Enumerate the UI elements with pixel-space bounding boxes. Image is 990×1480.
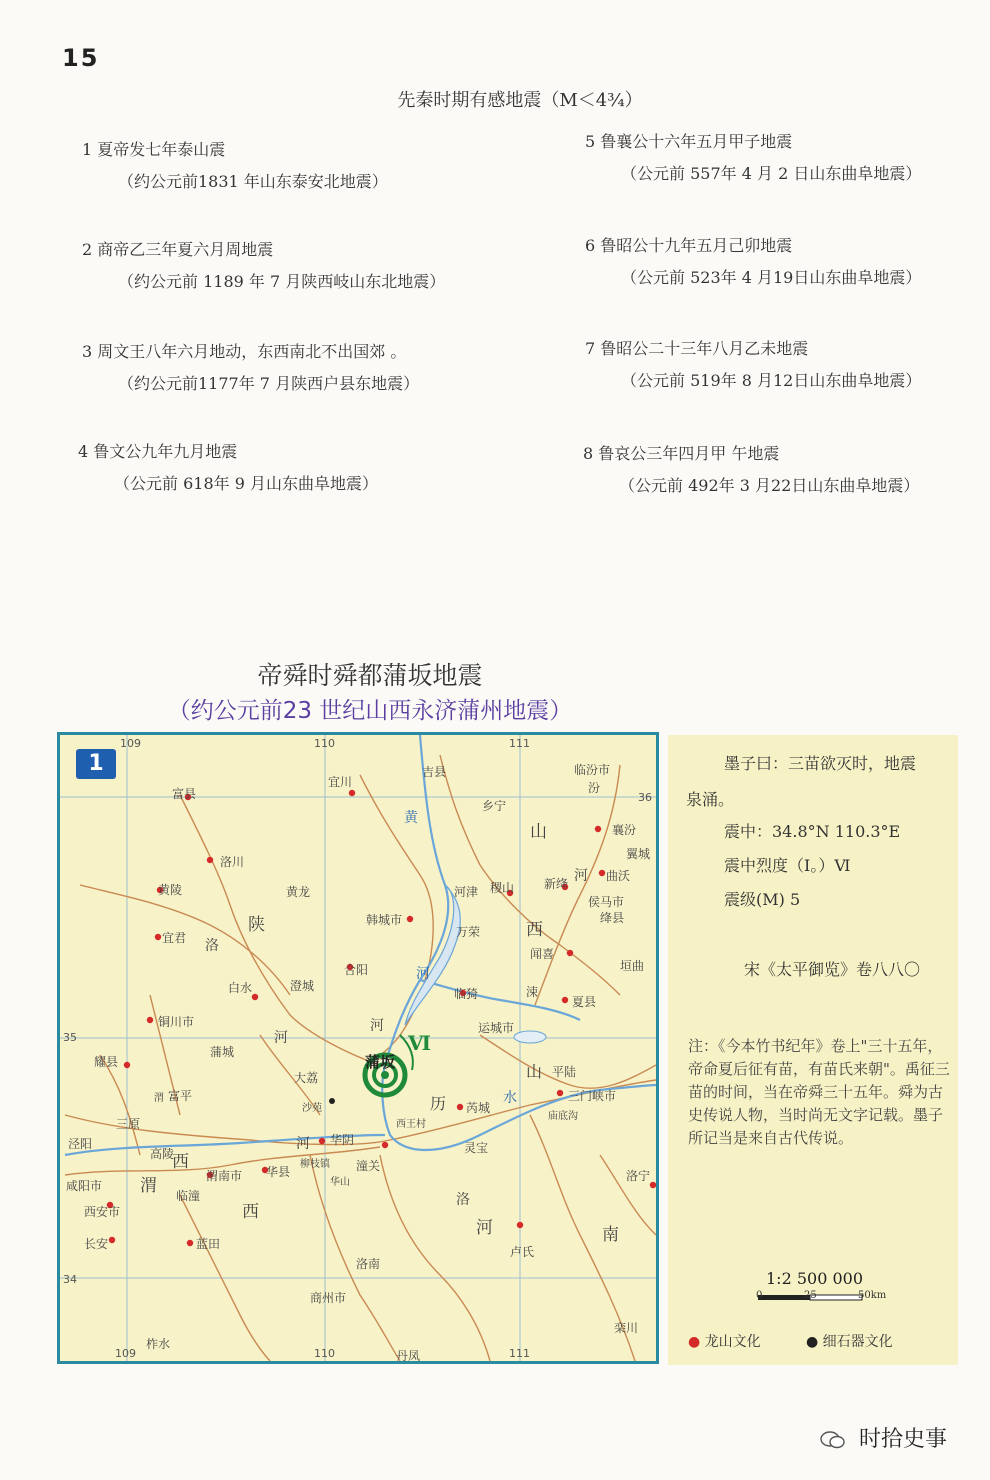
list-item [82, 344, 419, 392]
place-label: 稷山 [490, 881, 515, 895]
place-label: 西安市 [84, 1205, 121, 1219]
earthquake-date: （公元前 523年 4 月19日山东曲阜地震） [621, 268, 922, 287]
place-label: 澄城 [290, 979, 315, 993]
earthquake-name: 3 周文王八年六月地动，东西南北不出国郊 。 [82, 342, 407, 361]
grid-label-lon: 111 [509, 737, 530, 750]
magnitude: 震级(M) 5 [724, 890, 801, 909]
place-label: 乡宁 [482, 799, 507, 813]
epicenter-label: 蒲坂 [365, 1053, 396, 1071]
place-label: 侯马市 [588, 895, 625, 909]
place-label: 华山 [330, 1177, 350, 1188]
river-label: 黄 [404, 810, 418, 826]
region-label: 西 [242, 1202, 259, 1222]
scale-tick: 50km [858, 1290, 887, 1301]
place-label: 卢氏 [510, 1245, 535, 1259]
earthquake-date: （公元前 519年 8 月12日山东曲阜地震） [621, 371, 922, 390]
salt-lake [514, 1031, 546, 1043]
earthquake-name: 5 鲁襄公十六年五月甲子地震 [585, 132, 793, 151]
river-label: 汾 [588, 781, 601, 795]
list-title: 先秦时期有感地震（M＜4¾） [397, 90, 643, 111]
region-label: 西 [172, 1152, 189, 1172]
scale-tick: 0 [756, 1290, 763, 1301]
place-label: 富平 [168, 1089, 193, 1103]
region-label: 渭 [140, 1176, 157, 1196]
mountain-label: 山 [526, 1062, 543, 1081]
region-label: 河 [476, 1218, 493, 1238]
legend-label: 细石器文化 [822, 1334, 893, 1350]
list-item [585, 238, 921, 286]
river-channel [405, 885, 460, 1025]
place-label: 夏县 [572, 995, 597, 1009]
watermark-text: 时拾史事 [859, 1427, 948, 1452]
microlithic-site-marker [329, 1098, 335, 1104]
quote-line: 墨子曰：三苗欲灭时，地震 [724, 754, 917, 773]
place-label: 曲沃 [606, 869, 631, 883]
river-label: 洛 [456, 1192, 470, 1208]
river-label: 河 [274, 1030, 288, 1046]
grid-label-lon: 109 [115, 1347, 136, 1360]
place-label: 三原 [116, 1117, 141, 1131]
place-label: 临猗 [454, 987, 479, 1001]
place-label: 铜川市 [158, 1015, 195, 1029]
place-label: 平陆 [552, 1065, 577, 1079]
place-label: 合阳 [344, 963, 369, 977]
earthquake-date: （公元前 557年 4 月 2 日山东曲阜地震） [621, 164, 922, 183]
earthquake-name: 2 商帝乙三年夏六月周地震 [82, 240, 274, 259]
watermark [820, 1422, 947, 1453]
river-label: 涑 [526, 985, 539, 999]
place-label: 蓝田 [196, 1237, 221, 1251]
earthquake-name: 1 夏帝发七年泰山震 [82, 140, 226, 159]
place-label: 翼城 [626, 847, 651, 861]
region-label: 西 [526, 920, 543, 940]
earthquake-date: （约公元前 1189 年 7 月陕西岐山东北地震） [118, 272, 446, 291]
place-label: 长安 [84, 1237, 109, 1251]
grid-label-lon: 110 [314, 737, 335, 750]
place-label: 绛县 [600, 911, 625, 925]
region-label: 陕 [248, 915, 265, 935]
grid-label-lon: 110 [314, 1347, 335, 1360]
list-item [82, 142, 388, 190]
place-label: 闻喜 [530, 947, 555, 961]
river-label: 河 [416, 966, 430, 982]
place-label: 泾阳 [68, 1137, 93, 1151]
river-label: 洛 [205, 938, 219, 954]
place-label: 黄龙 [286, 885, 311, 899]
grid-label-lon: 109 [120, 737, 141, 750]
place-label: 华县 [266, 1165, 291, 1179]
list-item [78, 444, 378, 492]
place-label: 丹凤 [396, 1349, 421, 1363]
place-label: 商州市 [310, 1291, 347, 1305]
map-number-badge: 1 [76, 749, 116, 779]
river-label: 河 [370, 1018, 384, 1034]
river-label: 河 [574, 868, 588, 884]
place-label: 华阴 [330, 1133, 355, 1147]
place-label: 栾川 [614, 1321, 639, 1335]
place-label: 宜川 [328, 775, 353, 789]
place-label: 西王村 [396, 1119, 426, 1130]
place-label: 渭南市 [206, 1169, 243, 1183]
place-label: 垣曲 [620, 959, 645, 973]
place-label: 庙底沟 [548, 1111, 578, 1122]
mountain-label: 历 [430, 1094, 447, 1113]
place-label: 临潼 [176, 1189, 201, 1203]
epicenter-coords: 震中：34.8°N 110.3°E [724, 822, 901, 841]
river-label: 水 [503, 1090, 517, 1106]
place-label: 洛宁 [626, 1169, 651, 1183]
wechat-icon [820, 1430, 846, 1450]
place-label: 黄陵 [158, 883, 183, 897]
epicenter-intensity: 震中烈度（I。）Ⅵ [724, 856, 851, 875]
place-label: 富县 [172, 787, 197, 801]
page-number: 15 [62, 44, 100, 72]
region-label: 山 [530, 822, 547, 842]
place-label: 韩城市 [366, 913, 403, 927]
region-label: 南 [602, 1225, 619, 1245]
place-label: 咸阳市 [66, 1179, 103, 1193]
earthquake-date: （约公元前1177年 7 月陕西户县东地震） [118, 374, 420, 393]
place-label: 柳枝镇 [300, 1159, 330, 1170]
earthquake-name: 8 鲁哀公三年四月甲 午地震 [583, 444, 780, 463]
place-label: 潼关 [356, 1159, 381, 1173]
place-label: 万荣 [456, 925, 481, 939]
place-label: 大荔 [294, 1071, 319, 1085]
grid-label-lat: 36 [638, 791, 652, 804]
scale-ratio: 1:2 500 000 [766, 1269, 863, 1288]
scale-tick: 25 [804, 1290, 817, 1301]
list-item [583, 446, 919, 494]
earthquake-name: 4 鲁文公九年九月地震 [78, 442, 238, 461]
place-label: 洛川 [220, 855, 245, 869]
map-title: 帝舜时舜都蒲坂地震 [257, 661, 483, 690]
place-label: 高陵 [150, 1147, 175, 1161]
place-label: 临汾市 [574, 763, 611, 777]
earthquake-date: （约公元前1831 年山东泰安北地震） [118, 172, 388, 191]
place-label: 芮城 [466, 1101, 491, 1115]
place-label: 沙苑 [302, 1103, 322, 1114]
place-label: 柞水 [146, 1337, 171, 1351]
list-item [585, 134, 921, 182]
map-info-panel [668, 735, 958, 1365]
map-subtitle: （约公元前23 世纪山西永济蒲州地震） [167, 698, 573, 724]
place-label: 运城市 [478, 1021, 515, 1035]
place-label: 洛南 [356, 1257, 381, 1271]
legend-label: 龙山文化 [704, 1334, 761, 1350]
place-label: 白水 [228, 981, 253, 995]
place-label: 新绛 [544, 877, 569, 891]
grid-label-lat: 35 [63, 1031, 77, 1044]
place-label: 灵宝 [464, 1141, 489, 1155]
legend-item [806, 1331, 893, 1351]
grid-label-lon: 111 [509, 1347, 530, 1360]
earthquake-date: （公元前 492年 3 月22日山东曲阜地震） [619, 476, 920, 495]
place-label: 吉县 [422, 765, 447, 779]
place-label: 蒲城 [210, 1045, 235, 1059]
earthquake-name: 7 鲁昭公二十三年八月乙未地震 [585, 339, 809, 358]
quote-line: 泉涌。 [686, 790, 735, 809]
earthquake-name: 6 鲁昭公十九年五月己卯地震 [585, 236, 793, 255]
intensity-label: Ⅵ [408, 1031, 431, 1055]
place-label: 襄汾 [612, 823, 637, 837]
river-label: 河 [296, 1136, 310, 1152]
red-dot-icon: ● [688, 1334, 701, 1350]
place-label: 宜君 [162, 931, 187, 945]
earthquake-date: （公元前 618年 9 月山东曲阜地震） [114, 474, 378, 493]
place-label: 耀县 [94, 1055, 119, 1069]
source-citation: 宋《太平御览》卷八八〇 [744, 960, 921, 979]
note-text: 注：《今本竹书纪年》卷上"三十五年，帝命夏后征有苗，有苗氏来朝"。禹征三苗的时间，当在帝舜三十五年。舜为古史传说人物，当时尚无文字记载。墨子所记当是来自古代传说。 [688, 1037, 950, 1147]
black-dot-icon: ● [806, 1334, 819, 1350]
map-frame [57, 732, 659, 1364]
grid-label-lat: 34 [63, 1273, 77, 1286]
list-item [585, 341, 921, 389]
legend-item [688, 1331, 761, 1351]
list-item [82, 242, 445, 290]
place-label: 三门峡市 [568, 1089, 617, 1103]
river-label: 渭 [154, 1093, 164, 1104]
place-label: 河津 [454, 885, 479, 899]
